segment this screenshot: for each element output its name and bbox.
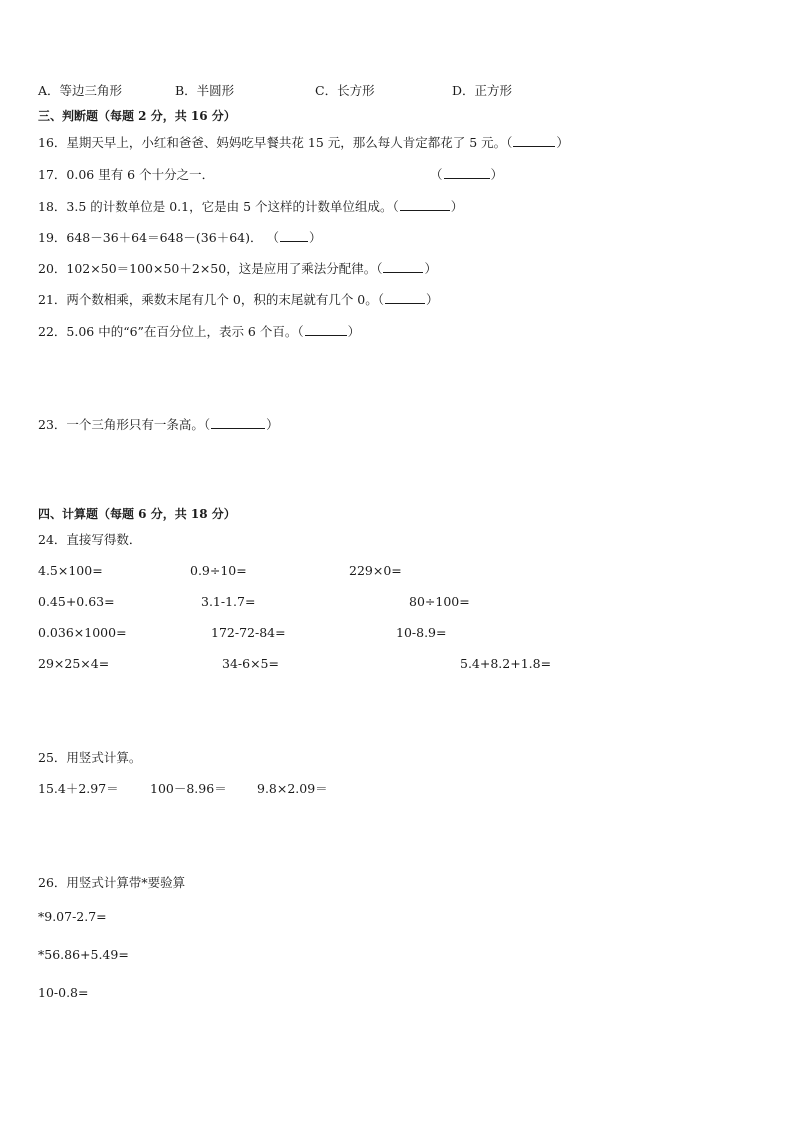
choice-d: D．正方形	[452, 83, 513, 98]
calc-item: 172-72-84=	[211, 625, 286, 640]
question-19: 19．648－36＋64＝648－(36＋64)． （ ）	[38, 230, 322, 245]
calc-item: 9.8×2.09＝	[257, 781, 328, 796]
calc-item: 0.036×1000=	[38, 625, 127, 640]
calc-item: 10-8.9=	[396, 625, 447, 640]
answer-blank[interactable]	[305, 324, 347, 336]
question-text: 18．3.5 的计数单位是 0.1，它是由 5 个这样的计数单位组成。（	[38, 199, 399, 214]
calc-item: 0.45+0.63=	[38, 594, 115, 609]
section4-title: 四、计算题（每题 6 分，共 18 分）	[38, 507, 236, 521]
question-23: 23．一个三角形只有一条高。（ ）	[38, 417, 279, 432]
question-text: 19．648－36＋64＝648－(36＋64)． （	[38, 230, 279, 245]
question-20: 20．102×50＝100×50＋2×50，这是应用了乘法分配律。（ ）	[38, 261, 437, 276]
question-16: 16．星期天早上，小红和爸爸、妈妈吃早餐共花 15 元，那么每人肯定都花了 5 元。（ ）	[38, 135, 569, 150]
question-text: 23．一个三角形只有一条高。（	[38, 417, 211, 432]
choice-a: A．等边三角形	[38, 83, 123, 98]
calc-item: 3.1-1.7=	[201, 594, 256, 609]
calc-item: 80÷100=	[409, 594, 470, 609]
calc-item: 10-0.8=	[38, 985, 89, 1000]
calc-item: 229×0=	[349, 563, 402, 578]
choice-b: B．半圆形	[175, 83, 235, 98]
section3-title: 三、判断题（每题 2 分，共 16 分）	[38, 109, 236, 123]
question-text: 21．两个数相乘，乘数末尾有几个 0，积的末尾就有几个 0。（	[38, 292, 385, 307]
question-22: 22．5.06 中的“6”在百分位上，表示 6 个百。（ ）	[38, 324, 361, 339]
answer-blank[interactable]	[383, 261, 423, 273]
answer-blank[interactable]	[444, 167, 490, 179]
choice-c: C．长方形	[315, 83, 375, 98]
calc-item: 5.4+8.2+1.8=	[460, 656, 552, 671]
question-text: 22．5.06 中的“6”在百分位上，表示 6 个百。（	[38, 324, 304, 339]
calc-item: 15.4＋2.97＝	[38, 781, 119, 796]
answer-blank[interactable]	[280, 230, 308, 242]
answer-blank[interactable]	[211, 417, 265, 429]
question-18: 18．3.5 的计数单位是 0.1，它是由 5 个这样的计数单位组成。（ ）	[38, 199, 464, 214]
question-text: 20．102×50＝100×50＋2×50，这是应用了乘法分配律。（	[38, 261, 383, 276]
calc-item: 0.9÷10=	[190, 563, 247, 578]
question-17: 17．0.06 里有 6 个十分之一． （ ）	[38, 167, 504, 182]
question-25-prompt: 25．用竖式计算。	[38, 750, 142, 765]
calc-item: 100－8.96＝	[150, 781, 227, 796]
calc-item: 34-6×5=	[222, 656, 279, 671]
answer-blank[interactable]	[400, 199, 450, 211]
answer-blank[interactable]	[513, 135, 555, 147]
calc-item: 4.5×100=	[38, 563, 103, 578]
question-21: 21．两个数相乘，乘数末尾有几个 0，积的末尾就有几个 0。（ ）	[38, 292, 439, 307]
calc-item: *56.86+5.49=	[38, 947, 129, 962]
calc-item: *9.07-2.7=	[38, 909, 107, 924]
question-24-prompt: 24．直接写得数．	[38, 532, 142, 547]
question-text: 17．0.06 里有 6 个十分之一．	[38, 167, 215, 182]
calc-item: 29×25×4=	[38, 656, 110, 671]
question-text: 16．星期天早上，小红和爸爸、妈妈吃早餐共花 15 元，那么每人肯定都花了 5 元。（	[38, 135, 513, 150]
question-26-prompt: 26．用竖式计算带*要验算	[38, 875, 186, 890]
answer-blank[interactable]	[385, 292, 425, 304]
